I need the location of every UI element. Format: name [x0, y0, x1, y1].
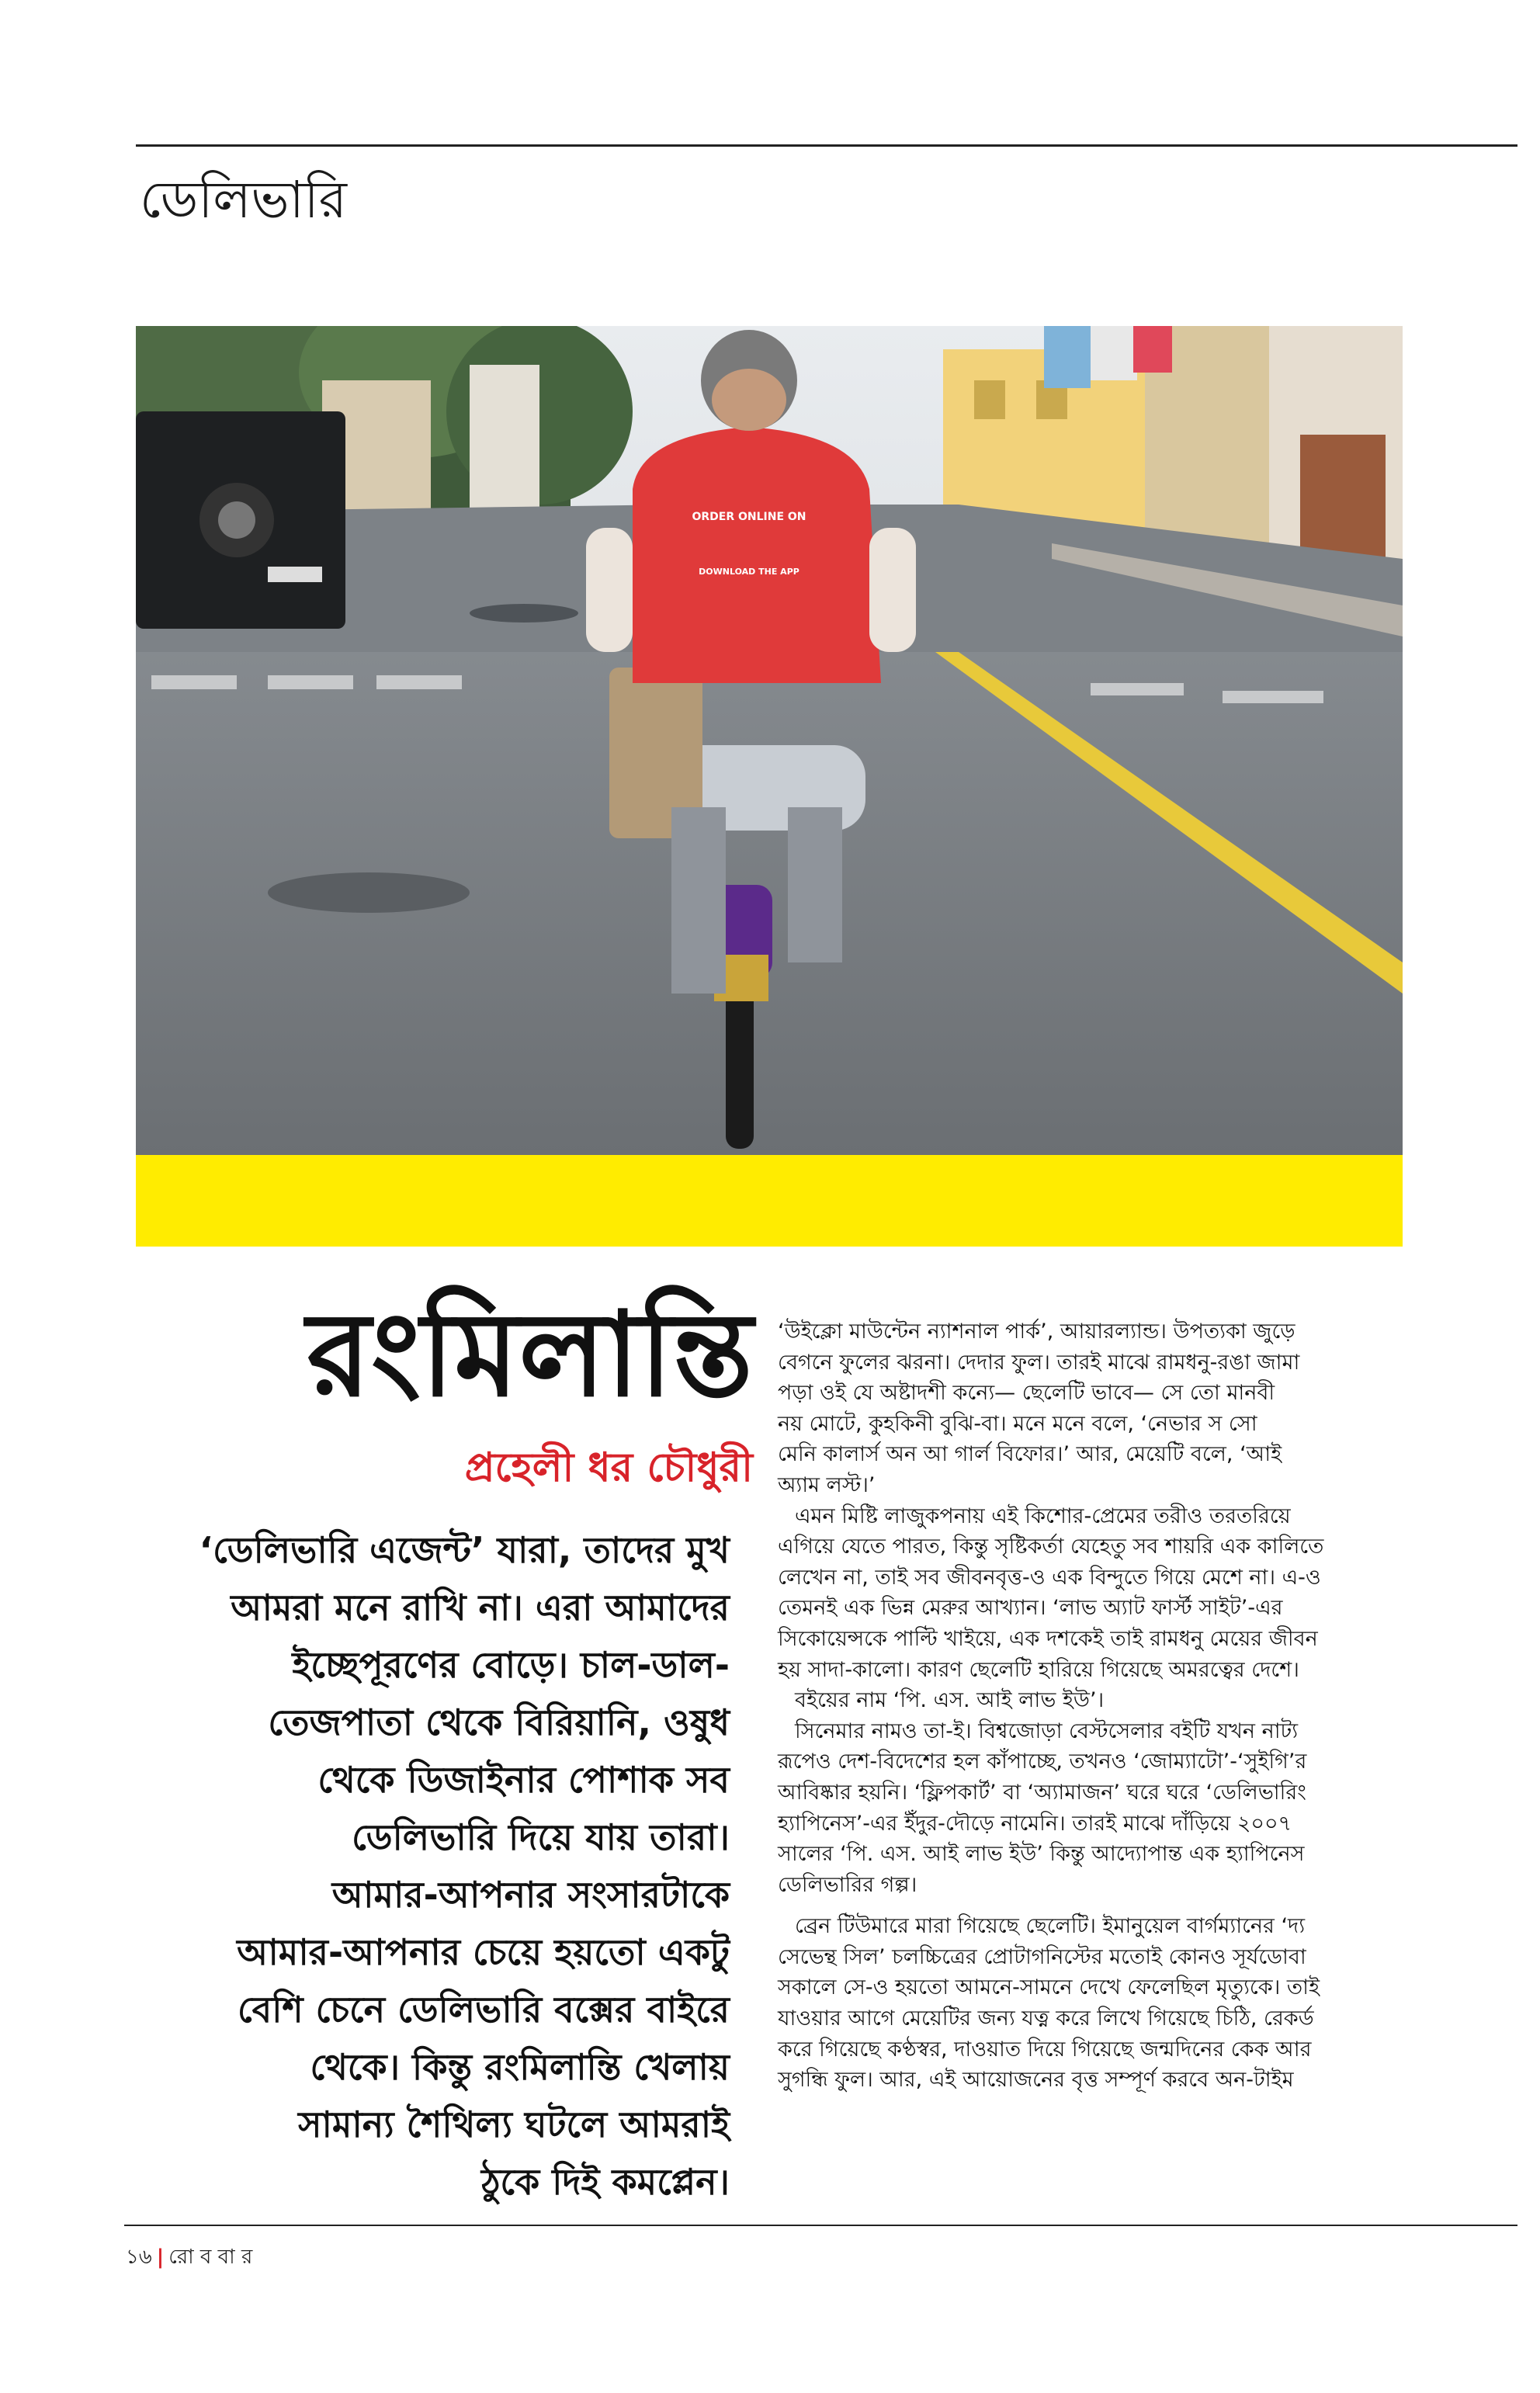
- body-line: পড়া ওই যে অষ্টাদশী কন্যে— ছেলেটি ভাবে— সে তো মানবী: [778, 1381, 1275, 1406]
- section-label: ডেলিভারি: [140, 170, 347, 230]
- intro-line: আমার-আপনার চেয়ে হয়তো একটু: [237, 1931, 730, 1973]
- intro-line: তেজপাতা থেকে বিরিয়ানি, ওষুধ: [268, 1701, 730, 1743]
- body-line: লেখেন না, তাই সব জীবনবৃত্ত-ও এক বিন্দুতে গিয়ে মেশে না। এ-ও: [778, 1565, 1321, 1590]
- body-line: ‘উইক্লো মাউন্টেন ন্যাশনাল পার্ক’, আয়ারল্যান্ড। উপত্যকা জুড়ে: [778, 1320, 1295, 1344]
- body-line: যাওয়ার আগে মেয়েটির জন্য যত্ন করে লিখে গিয়েছে চিঠি, রেকর্ড: [778, 2006, 1314, 2031]
- body-line: সিকোয়েন্সকে পাল্টি খাইয়ে, এক দশকেই তাই রামধনু মেয়ের জীবন: [778, 1626, 1318, 1651]
- intro-line: আমার-আপনার সংসারটাকে: [331, 1874, 730, 1916]
- cover-photo: [136, 326, 1403, 1155]
- body-line: এমন মিষ্টি লাজুকপনায় এই কিশোর-প্রেমের তরীও তরতরিয়ে: [795, 1503, 1291, 1528]
- delivery-cyclist-photo: [136, 326, 1403, 1155]
- intro-line: থেকে। কিন্তু রংমিলান্তি খেলায়: [310, 2046, 730, 2088]
- body-line: বইয়ের নাম ‘পি. এস. আই লাভ ইউ’।: [795, 1688, 1105, 1713]
- body-line: ডেলিভারির গল্প।: [778, 1872, 917, 1897]
- body-line: রূপেও দেশ-বিদেশের হল কাঁপাচ্ছে, তখনও ‘জোম্যাটো’-‘সুইগি’র: [778, 1750, 1307, 1774]
- intro-line: থেকে ডিজাইনার পোশাক সব: [317, 1759, 730, 1801]
- intro-line: ‘ডেলিভারি এজেন্ট’ যারা, তাদের মুখ: [199, 1529, 730, 1571]
- body-line: বেগনে ফুলের ঝরনা। দেদার ফুল। তারই মাঝে রামধনু-রঙা জামা: [778, 1350, 1300, 1375]
- body-line: অ্যাম লস্ট।’: [778, 1472, 876, 1497]
- body-line: সকালে সে-ও হয়তো আমনে-সামনে দেখে ফেলেছিল মৃত্যুকে। তাই: [778, 1975, 1320, 2000]
- bottom-rule: [124, 2225, 1517, 2226]
- intro-line: আমরা মনে রাখি না। এরা আমাদের: [231, 1587, 730, 1628]
- intro-line: ইচ্ছেপূরণের বোড়ে। চাল-ডাল-: [292, 1644, 730, 1686]
- body-line: তেমনই এক ভিন্ন মেরুর আখ্যান। ‘লাভ অ্যাট ফার্স্ট সাইট’-এর: [778, 1596, 1283, 1621]
- shirt-text-2: DOWNLOAD THE APP: [699, 567, 799, 577]
- intro-line: ডেলিভারি দিয়ে যায় তারা।: [352, 1816, 730, 1858]
- body-line: এগিয়ে যেতে পারত, কিন্তু সৃষ্টিকর্তা যেহেতু সব শায়রি এক কালিতে: [778, 1535, 1324, 1559]
- folio-separator: |: [156, 2246, 165, 2269]
- page-number: ১৬: [126, 2246, 152, 2269]
- body-line: ব্রেন টিউমারে মারা গিয়েছে ছেলেটি। ইমানুয়েল বার্গম্যানের ‘দ্য: [795, 1914, 1306, 1939]
- intro-line: ঠুকে দিই কমপ্লেন।: [480, 2161, 730, 2203]
- body-line: সেভেন্থ সিল’ চলচ্চিত্রের প্রোটাগনিস্টের মতোই কোনও সূর্যডোবা: [778, 1944, 1306, 1969]
- body-line: মেনি কালার্স অন আ গার্ল বিফোর।’ আর, মেয়েটি বলে, ‘আই: [778, 1442, 1282, 1467]
- body-line: আবিষ্কার হয়নি। ‘ফ্লিপকার্ট’ বা ‘অ্যামাজন’ ঘরে ঘরে ‘ডেলিভারিং: [778, 1780, 1306, 1805]
- body-line: সুগন্ধি ফুল। আর, এই আয়োজনের বৃত্ত সম্পূর্ণ করবে অন-টাইম: [778, 2068, 1294, 2093]
- intro-text: [155, 1521, 730, 2211]
- body-line: হয় সাদা-কালো। কারণ ছেলেটি হারিয়ে গিয়েছে অমরত্বের দেশে।: [778, 1657, 1299, 1682]
- body-line: নয় মোটে, কুহকিনী বুঝি-বা। মনে মনে বলে, ‘নেভার স সো: [778, 1411, 1257, 1436]
- folio: [126, 2242, 252, 2273]
- top-rule: [136, 144, 1517, 147]
- body-line: সিনেমার নামও তা-ই। বিশ্বজোড়া বেস্টসেলার বইটি যখন নাট্য: [795, 1718, 1299, 1743]
- body-line: করে গিয়েছে কণ্ঠস্বর, দাওয়াত দিয়ে গিয়েছে জন্মদিনের কেক আর: [778, 2037, 1312, 2062]
- body-column: [778, 1316, 1414, 2096]
- body-line: সালের ‘পি. এস. আই লাভ ইউ’ কিন্তু আদ্যোপান্ত এক হ্যাপিনেস: [778, 1842, 1305, 1867]
- intro-line: বেশি চেনে ডেলিভারি বক্সের বাইরে: [237, 1989, 730, 2031]
- body-line: হ্যাপিনেস’-এর ইঁদুর-দৌড়ে নামেনি। তারই মাঝে দাঁড়িয়ে ২০০৭: [778, 1811, 1292, 1836]
- magazine-name: রো ব বা র: [168, 2246, 253, 2269]
- yellow-band: [136, 1155, 1403, 1247]
- shirt-text-1: ORDER ONLINE ON: [692, 511, 806, 523]
- intro-line: সামান্য শৈথিল্য ঘটলে আমরাই: [298, 2103, 730, 2145]
- headline: রংমিলান্তি: [307, 1286, 753, 1423]
- byline: প্রহেলী ধর চৌধুরী: [464, 1444, 753, 1491]
